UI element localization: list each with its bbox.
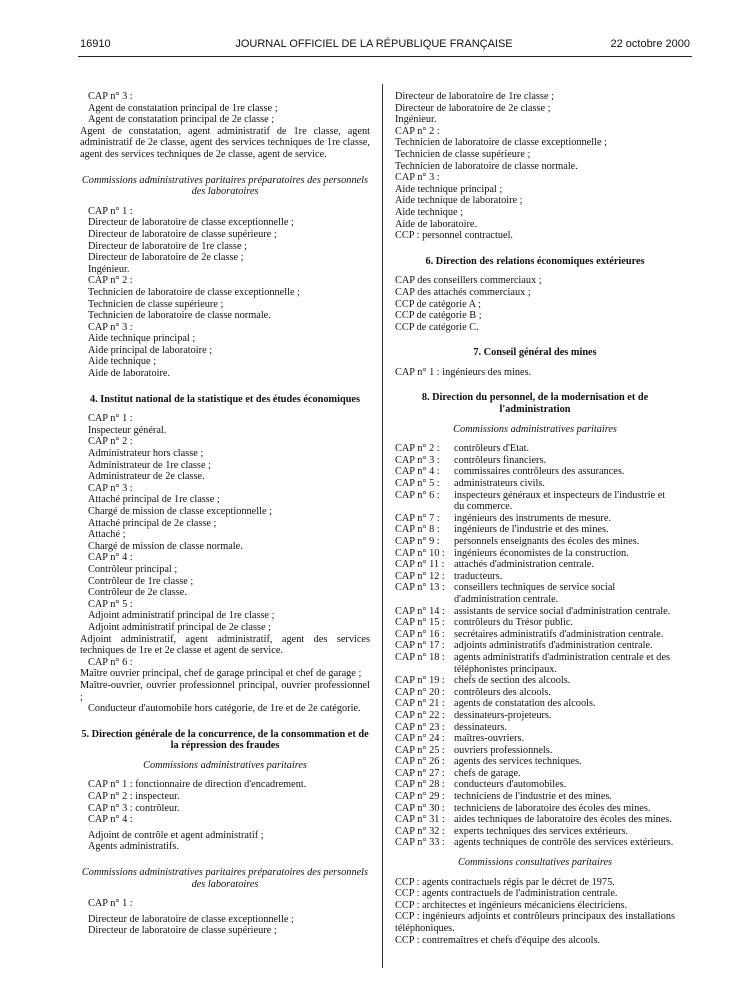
text-line: Chargé de mission de classe normale. [88, 540, 243, 552]
cap-label: CAP n° 1 : [88, 413, 133, 425]
cap-number: CAP n° 24 : [395, 733, 445, 745]
cap-number: CAP n° 26 : [395, 756, 445, 768]
ccp-line: CCP : contremaîtres et chefs d'équipe des alcools. [395, 934, 601, 946]
cap-description: attachés d'administration centrale. [454, 559, 594, 571]
text-line: CCP de catégorie C. [395, 321, 479, 333]
cap-description: dessinateurs. [454, 721, 507, 733]
cap-description: ingénieurs des instruments de mesure. [454, 512, 611, 524]
cap-row [395, 443, 675, 455]
cap-number: CAP n° 22 : [395, 709, 445, 721]
section-subtitle: Commissions administratives paritaires préparatoires des personnels des laboratoires [81, 867, 369, 890]
text-line: Administrateur hors classe ; [88, 448, 204, 460]
text-line: Conducteur d'automobile hors catégorie, de 1re et de 2e catégorie. [88, 703, 361, 715]
text-line: Agents administratifs. [88, 841, 179, 853]
cap-label: CAP n° 2 : [88, 436, 133, 448]
section-heading: 6. Direction des relations économiques extérieures [425, 255, 645, 267]
cap-row [395, 582, 675, 605]
cap-row [395, 536, 675, 548]
cap-description: contrôleurs du Trésor public. [454, 617, 573, 629]
text-line: Adjoint administratif principal de 2e classe ; [88, 621, 272, 633]
text-line: CAP des attachés commerciaux ; [395, 286, 531, 298]
cap-number: CAP n° 33 : [395, 837, 445, 849]
cap-label: CAP n° 1 : [88, 898, 133, 910]
text-paragraph: Agent de constatation, agent administratif de 1re classe, agent administratif de 2e classe, agent des services techniques de 1re classe, agent des services techniques de 2e classe, agent de service. [80, 125, 370, 160]
text-line: Directeur de laboratoire de classe supérieure ; [88, 228, 277, 240]
cap-line: CAP n° 2 : inspecteur. [88, 791, 180, 803]
cap-number: CAP n° 4 : [395, 466, 440, 478]
cap-number: CAP n° 11 : [395, 559, 445, 571]
cap-row [395, 768, 675, 780]
cap-description: adjoints administratifs d'administration centrale. [454, 640, 653, 652]
text-line: Aide de laboratoire. [88, 368, 171, 380]
text-line: Adjoint administratif principal de 1re classe ; [88, 610, 275, 622]
text-line: Aide technique ; [395, 206, 464, 218]
cap-row [395, 698, 675, 710]
ccp-line: CCP : architectes et ingénieurs mécaniciens électriciens. [395, 899, 628, 911]
text-line: Technicien de laboratoire de classe normale. [395, 160, 578, 172]
cap-description: maîtres-ouvriers. [454, 733, 525, 745]
cap-description: techniciens de l'industrie et des mines. [454, 791, 612, 803]
text-line: Directeur de laboratoire de classe exceptionnelle ; [88, 913, 294, 925]
cap-label: CAP n° 1 : [88, 205, 133, 217]
cap-number: CAP n° 16 : [395, 628, 445, 640]
cap-number: CAP n° 18 : [395, 651, 445, 663]
cap-number: CAP n° 2 : [395, 443, 440, 455]
cap-label: CAP n° 2 : [395, 125, 440, 137]
text-line: Directeur de laboratoire de 1re classe ; [395, 91, 554, 102]
text-line: Agent de constatation principal de 1re classe ; [88, 102, 278, 114]
journal-title: JOURNAL OFFICIEL DE LA RÉPUBLIQUE FRANÇAISE [235, 38, 513, 50]
cap-number: CAP n° 15 : [395, 617, 445, 629]
ccp-line: CCP : agents contractuels régis par le décret de 1975. [395, 876, 615, 888]
cap-row [395, 722, 675, 734]
cap-description: contrôleurs d'Etat. [454, 443, 530, 455]
section-subtitle: Commissions administratives paritaires [143, 759, 307, 771]
left-column [80, 91, 370, 937]
cap-row [395, 814, 675, 826]
cap-number: CAP n° 5 : [395, 478, 440, 490]
cap-description: agents administratifs d'administration centrale et des téléphonistes principaux. [454, 651, 671, 675]
text-line: Contrôleur de 1re classe ; [88, 575, 194, 587]
section-heading: 4. Institut national de la statistique et des études économiques [89, 393, 361, 405]
text-line: Ingénieur. [395, 114, 437, 126]
cap-description: chefs de garage. [454, 767, 521, 779]
text-line: Aide principal de laboratoire ; [88, 344, 213, 356]
cap-label: CAP n° 6 : [88, 656, 133, 668]
publication-date: 22 octobre 2000 [610, 38, 690, 50]
cap-description: dessinateurs-projeteurs. [454, 709, 552, 721]
cap-row [395, 524, 675, 536]
cap-label: CAP n° 5 : [88, 598, 133, 610]
cap-number: CAP n° 14 : [395, 605, 445, 617]
cap-number: CAP n° 29 : [395, 791, 445, 803]
text-line: Attaché principal de 1re classe ; [88, 494, 220, 506]
cap-number: CAP n° 20 : [395, 686, 445, 698]
cap-row [395, 629, 675, 641]
cap-description: agents techniques de contrôle des services extérieurs. [454, 837, 674, 849]
cap-row [395, 490, 675, 513]
text-line: CCP de catégorie B ; [395, 310, 482, 322]
text-line: Inspecteur général. [88, 424, 167, 436]
text-line: Attaché principal de 2e classe ; [88, 517, 217, 529]
text-line: Administrateur de 2e classe. [88, 471, 205, 483]
text-paragraph: Maître ouvrier principal, chef de garage principal et chef de garage ; [80, 668, 362, 680]
cap-description: contrôleurs financiers. [454, 454, 547, 466]
cap-row [395, 745, 675, 757]
ccp-line: CCP : ingénieurs adjoints et contrôleurs principaux des installations téléphoniques. [395, 911, 675, 934]
cap-number: CAP n° 3 : [395, 454, 440, 466]
text-paragraph: Maître-ouvrier, ouvrier professionnel principal, ouvrier professionnel ; [80, 679, 370, 703]
cap-row [395, 571, 675, 583]
cap-description: ouvriers professionnels. [454, 744, 553, 756]
page-number: 16910 [80, 38, 111, 50]
cap-description: contrôleurs des alcools. [454, 686, 551, 698]
cap-row [395, 791, 675, 803]
cap-row [395, 687, 675, 699]
section-heading: 8. Direction du personnel, de la modernisation et de l'administration [421, 392, 649, 416]
cap-row [395, 478, 675, 490]
text-line: Contrôleur principal ; [88, 563, 178, 575]
cap-row [395, 513, 675, 525]
cap-number: CAP n° 8 : [395, 524, 440, 536]
cap-row [395, 652, 675, 675]
ccp-line: CCP : personnel contractuel. [395, 230, 514, 242]
cap-description: conseillers techniques de service social d'administration centrale. [454, 582, 616, 605]
ccp-line: CCP : agents contractuels de l'administration centrale. [395, 888, 618, 900]
text-line: Aide technique de laboratoire ; [395, 195, 523, 207]
cap-list [395, 443, 675, 849]
cap-description: personnels enseignants des écoles des mines. [454, 536, 640, 547]
cap-description: traducteurs. [454, 570, 503, 582]
text-line: CAP des conseillers commerciaux ; [395, 275, 542, 287]
page-header [0, 38, 748, 52]
cap-label: CAP n° 2 : [88, 275, 133, 287]
cap-row [395, 606, 675, 618]
cap-row [395, 675, 675, 687]
cap-row [395, 803, 675, 815]
text-line: Agent de constatation principal de 2e classe ; [88, 114, 275, 126]
cap-row [395, 826, 675, 838]
cap-number: CAP n° 31 : [395, 814, 445, 826]
section-subtitle: Commissions administratives paritaires [453, 423, 617, 435]
cap-number: CAP n° 21 : [395, 698, 445, 710]
cap-description: ingénieurs économistes de la construction. [454, 547, 629, 559]
section-heading: 5. Direction générale de la concurrence, de la consommation et de la répression des fraudes [81, 728, 369, 752]
cap-row [395, 617, 675, 629]
cap-line: CAP n° 1 : fonctionnaire de direction d'encadrement. [88, 779, 307, 791]
cap-number: CAP n° 12 : [395, 570, 445, 582]
cap-description: assistants de service social d'administration centrale. [454, 605, 671, 617]
cap-row [395, 733, 675, 745]
text-line: Aide technique principal ; [395, 183, 503, 195]
cap-row [395, 548, 675, 560]
cap-description: inspecteurs généraux et inspecteurs de l'industrie et du commerce. [454, 489, 666, 513]
text-line: Technicien de laboratoire de classe exceptionnelle ; [88, 286, 300, 298]
cap-row [395, 559, 675, 571]
cap-label: CAP n° 4 : [88, 814, 133, 826]
cap-line: CAP n° 1 : ingénieurs des mines. [395, 366, 532, 378]
cap-number: CAP n° 17 : [395, 640, 445, 652]
cap-number: CAP n° 23 : [395, 721, 445, 733]
cap-row [395, 710, 675, 722]
cap-number: CAP n° 25 : [395, 744, 445, 756]
text-paragraph: Adjoint administratif, agent administratif, agent des services techniques de 1re et 2e classe et agent de service. [80, 633, 370, 657]
cap-label: CAP n° 3 : [88, 321, 133, 333]
text-line: Technicien de classe supérieure ; [395, 148, 531, 160]
cap-description: chefs de section des alcools. [454, 675, 571, 687]
cap-number: CAP n° 10 : [395, 547, 445, 559]
cap-number: CAP n° 28 : [395, 779, 445, 791]
cap-description: administrateurs civils. [454, 478, 545, 490]
text-line: Directeur de laboratoire de classe exceptionnelle ; [88, 217, 294, 229]
cap-description: conducteurs d'automobiles. [454, 779, 567, 791]
cap-line: CAP n° 3 : contrôleur. [88, 802, 180, 814]
header-rule [78, 56, 692, 57]
text-line: Aide technique ; [88, 356, 157, 368]
cap-number: CAP n° 9 : [395, 536, 440, 547]
cap-number: CAP n° 32 : [395, 825, 445, 837]
cap-row [395, 837, 675, 849]
section-subtitle: Commissions consultatives paritaires [457, 857, 613, 869]
cap-description: agents des services techniques. [454, 756, 582, 768]
text-line: Attaché ; [88, 529, 126, 541]
cap-row [395, 756, 675, 768]
cap-description: secrétaires administratifs d'administration centrale. [454, 628, 664, 640]
cap-label: CAP n° 3 : [395, 172, 440, 184]
cap-description: aides techniques de laboratoire des écoles des mines. [454, 814, 672, 826]
cap-row [395, 640, 675, 652]
section-subtitle: Commissions administratives paritaires préparatoires des personnels des laboratoires [81, 174, 369, 198]
cap-description: ingénieurs de l'industrie et des mines. [454, 524, 609, 536]
cap-number: CAP n° 19 : [395, 675, 445, 687]
cap-description: commissaires contrôleurs des assurances. [454, 466, 625, 478]
section-heading: 7. Conseil général des mines [473, 347, 597, 359]
cap-row [395, 779, 675, 791]
text-line: Aide de laboratoire. [395, 218, 478, 230]
cap-label: CAP n° 4 : [88, 552, 133, 564]
cap-description: techniciens de laboratoire des écoles des mines. [454, 802, 651, 814]
cap-number: CAP n° 6 : [395, 489, 440, 501]
text-line: Directeur de laboratoire de 2e classe ; [395, 102, 551, 114]
column-divider [382, 84, 383, 968]
cap-row [395, 455, 675, 467]
cap-number: CAP n° 13 : [395, 582, 445, 594]
cap-description: experts techniques des services extérieurs. [454, 825, 629, 837]
cap-label: CAP n° 3 : [88, 482, 133, 494]
text-line: Directeur de laboratoire de 2e classe ; [88, 252, 244, 264]
text-line: Ingénieur. [88, 263, 130, 275]
text-line: Technicien de classe supérieure ; [88, 298, 224, 310]
text-line: Aide technique principal ; [88, 333, 196, 345]
text-line: Adjoint de contrôle et agent administratif ; [88, 829, 264, 841]
text-line: Technicien de laboratoire de classe exceptionnelle ; [395, 137, 607, 149]
cap-label: CAP n° 3 : [88, 91, 133, 102]
text-line: Directeur de laboratoire de classe supérieure ; [88, 925, 277, 937]
cap-row [395, 466, 675, 478]
text-line: Directeur de laboratoire de 1re classe ; [88, 240, 247, 252]
right-column [395, 91, 675, 946]
cap-number: CAP n° 27 : [395, 767, 445, 779]
text-line: CCP de catégorie A ; [395, 298, 481, 310]
text-line: Contrôleur de 2e classe. [88, 587, 187, 599]
text-line: Administrateur de 1re classe ; [88, 459, 211, 471]
text-line: Chargé de mission de classe exceptionnelle ; [88, 506, 272, 517]
cap-number: CAP n° 30 : [395, 802, 445, 814]
cap-description: agents de constatation des alcools. [454, 698, 596, 710]
cap-number: CAP n° 7 : [395, 512, 440, 524]
text-line: Technicien de laboratoire de classe normale. [88, 310, 271, 322]
